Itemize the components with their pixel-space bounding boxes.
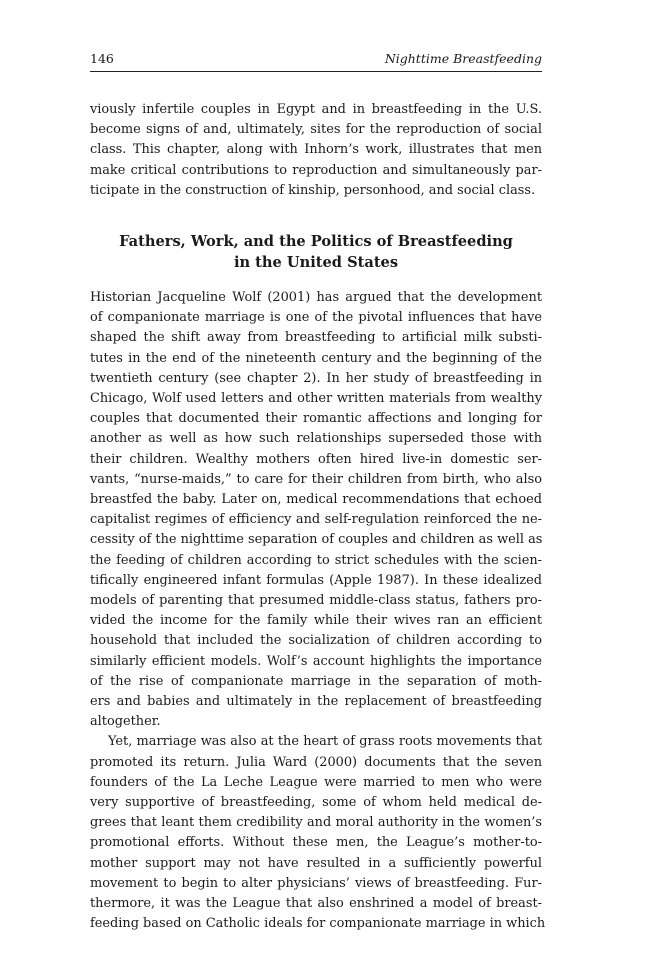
paragraph-1 (90, 288, 542, 732)
text-line: Chicago, Wolf used letters and other written materials from wealthy (90, 391, 542, 407)
text-line: of the rise of companionate marriage in the separation of moth- (90, 673, 542, 689)
text-line: altogether. (90, 714, 161, 730)
text-line: movement to begin to alter physicians’ views of breastfeeding. Fur- (90, 875, 542, 891)
text-line: promotional efforts. Without these men, the League’s mother-to- (90, 835, 542, 851)
page-number: 146 (90, 51, 114, 66)
text-line: feeding based on Catholic ideals for companionate marriage in which (90, 916, 546, 932)
text-line: viously infertile couples in Egypt and in breastfeeding in the U.S. (90, 102, 542, 117)
text-line: founders of the La Leche League were married to men who were (90, 774, 542, 790)
text-line: another as well as how such relationships superseded those with (90, 431, 542, 447)
text-line: make critical contributions to reproduction and simultaneously par- (90, 162, 542, 178)
text-line: mother support may not have resulted in a sufficiently powerful (90, 855, 542, 871)
text-line: vants, “nurse-maids,” to care for their children from birth, who also (90, 471, 542, 487)
running-header (90, 51, 542, 72)
running-title: Nighttime Breastfeeding (384, 51, 542, 66)
section-heading (90, 231, 542, 273)
section-body (90, 288, 546, 935)
text-line: Yet, marriage was also at the heart of grass roots movements that (108, 734, 542, 750)
text-line: ticipate in the construction of kinship, personhood, and social class. (90, 182, 536, 198)
text-line: thermore, it was the League that also enshrined a model of breast- (90, 896, 542, 912)
text-line: shaped the shift away from breastfeeding to artificial milk substi- (90, 330, 542, 346)
text-line: twentieth century (see chapter 2). In her study of breastfeeding in (90, 370, 542, 386)
text-line: Historian Jacqueline Wolf (2001) has argued that the development (90, 290, 542, 305)
text-line: tutes in the end of the nineteenth century and the beginning of the (90, 350, 542, 366)
text-line: cessity of the nighttime separation of couples and children as well as (90, 532, 543, 548)
text-line: couples that documented their romantic affections and longing for (90, 411, 542, 427)
text-line: very supportive of breastfeeding, some of whom held medical de- (90, 795, 542, 811)
text-line: models of parenting that presumed middle-class status, fathers pro- (90, 593, 542, 609)
text-line: breastfed the baby. Later on, medical recommendations that echoed (90, 492, 542, 508)
text-line: tifically engineered infant formulas (Apple 1987). In these idealized (90, 572, 542, 588)
text-line: vided the income for the family while their wives ran an efficient (90, 613, 542, 629)
text-line: household that included the socialization of children according to (90, 633, 542, 649)
text-line: the feeding of children according to strict schedules with the scien- (90, 552, 542, 568)
text-line: class. This chapter, along with Inhorn’s work, illustrates that men (90, 142, 542, 158)
paragraph-2 (90, 732, 546, 934)
section-heading-line-1: Fathers, Work, and the Politics of Breastfeeding (119, 233, 513, 250)
text-line: of companionate marriage is one of the pivotal influences that have (90, 310, 542, 326)
text-line: promoted its return. Julia Ward (2000) documents that the seven (90, 754, 542, 770)
intro-paragraph (90, 100, 542, 201)
text-line: capitalist regimes of efficiency and self-regulation reinforced the ne- (90, 512, 542, 528)
text-line: grees that leant them credibility and moral authority in the women’s (90, 815, 542, 831)
text-line: become signs of and, ultimately, sites for the reproduction of social (90, 122, 542, 138)
text-line: ers and babies and ultimately in the replacement of breastfeeding (90, 694, 542, 710)
section-heading-line-2: in the United States (233, 254, 399, 271)
text-line: their children. Wealthy mothers often hired live-in domestic ser- (90, 451, 542, 467)
text-line: similarly efficient models. Wolf’s account highlights the importance (90, 653, 542, 669)
